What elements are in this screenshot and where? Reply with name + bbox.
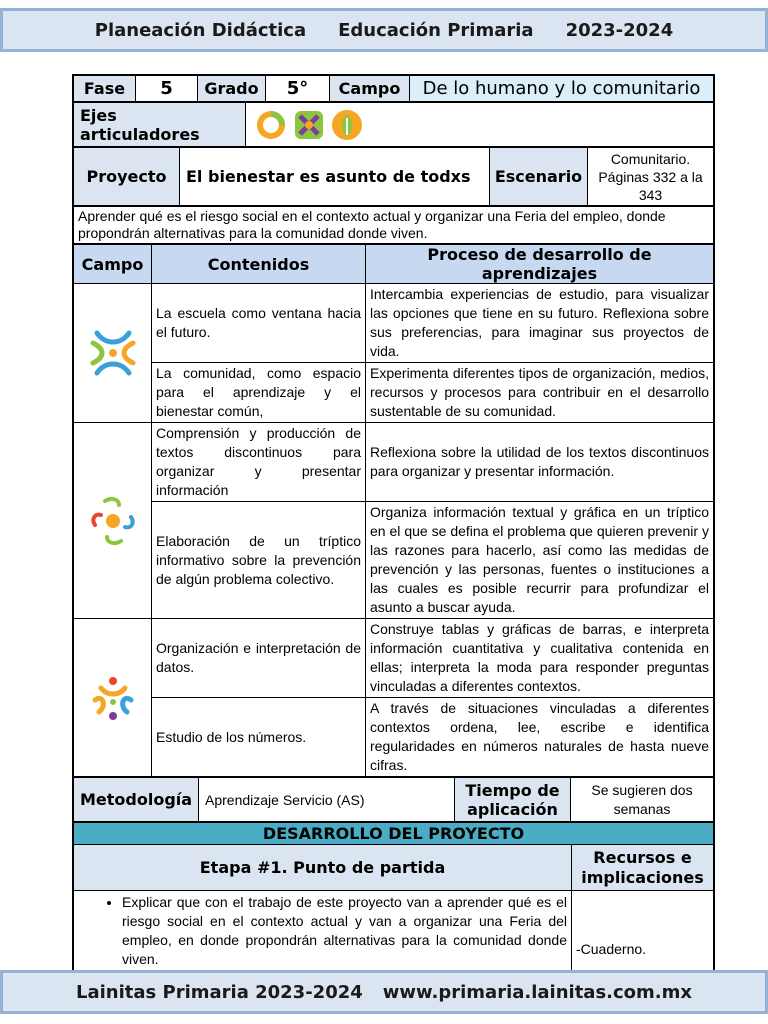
proyecto-label: Proyecto xyxy=(74,148,180,206)
description-row xyxy=(73,206,714,244)
proyecto-value: El bienestar es asunto de todxs xyxy=(180,148,490,206)
footer-banner xyxy=(0,970,768,1014)
grado-value: 5° xyxy=(266,76,330,102)
tiempo-label: Tiempo de aplicación xyxy=(455,778,571,822)
desarrollo-title: DESARROLLO DEL PROYECTO xyxy=(74,823,714,845)
contenido-cell: Comprensión y producción de textos discontinuos para organizar y presentar información xyxy=(152,423,366,502)
contenido-cell: Elaboración de un tríptico informativo sobre la prevención de algún problema colectivo. xyxy=(152,502,366,619)
school-year: 2023-2024 xyxy=(565,19,674,41)
critical-thinking-axis-icon xyxy=(330,108,364,142)
interculturality-axis-icon xyxy=(292,108,326,142)
grado-label: Grado xyxy=(198,76,266,102)
lenguajes-campo-icon xyxy=(89,495,137,547)
header-campo: Campo xyxy=(74,245,152,284)
project-description: Aprender qué es el riesgo social en el contexto actual y organizar una Feria del empleo, donde propondrán alternativas para la comunidad donde viven. xyxy=(74,207,714,244)
campo-icon-cell xyxy=(74,619,152,777)
proceso-cell: Construye tablas y gráficas de barras, e interpreta información cuantitativa y cualitativa contenida en ellas; interpreta la moda para responder preguntas vinculadas a diferentes contextos. xyxy=(366,619,714,698)
metodologia-label: Metodología xyxy=(74,778,199,822)
tiempo-value: Se sugieren dos semanas xyxy=(571,778,714,822)
proceso-cell: Reflexiona sobre la utilidad de los textos discontinuos para organizar y presentar información. xyxy=(366,423,714,502)
ejes-row xyxy=(73,102,714,147)
planning-sheet xyxy=(72,74,715,1002)
contents-table xyxy=(73,244,714,777)
proyecto-row xyxy=(73,147,714,206)
info-row xyxy=(73,75,714,102)
campo-icon-cell xyxy=(74,284,152,423)
education-level: Educación Primaria xyxy=(338,19,534,41)
ejes-icons xyxy=(246,103,714,147)
escenario-value: Comunitario. Páginas 332 a la 343 xyxy=(588,148,714,206)
etapa-title: Etapa #1. Punto de partida xyxy=(74,845,572,891)
metodologia-row xyxy=(73,777,714,822)
proceso-cell: Intercambia experiencias de estudio, para visualizar las opciones que tiene en su futuro. Reflexiona sobre sus preferencias, para imaginar sus proyectos de vida. xyxy=(366,284,714,363)
top-banner xyxy=(0,8,768,52)
escenario-label: Escenario xyxy=(490,148,588,206)
campo-label: Campo xyxy=(330,76,410,102)
inclusion-axis-icon xyxy=(254,108,288,142)
footer-brand: Lainitas Primaria 2023-2024 xyxy=(76,981,363,1003)
metodologia-value: Aprendizaje Servicio (AS) xyxy=(199,778,455,822)
contenido-cell: La comunidad, como espacio para el aprendizaje y el bienestar común, xyxy=(152,363,366,423)
contenido-cell: Organización e interpretación de datos. xyxy=(152,619,366,698)
header-proceso: Proceso de desarrollo de aprendizajes xyxy=(366,245,714,284)
proceso-cell: Experimenta diferentes tipos de organización, medios, recursos y procesos para contribuir en el desarrollo sustentable de su comunidad. xyxy=(366,363,714,423)
contenido-cell: Estudio de los números. xyxy=(152,698,366,777)
recurso-value: -Cuaderno. xyxy=(572,891,714,1001)
document-title: Planeación Didáctica xyxy=(94,19,307,41)
recursos-label: Recursos e implicaciones xyxy=(572,845,714,891)
footer-url[interactable]: www.primaria.lainitas.com.mx xyxy=(382,981,692,1003)
proceso-cell: Organiza información textual y gráfica en un tríptico en el que se defina el problema que quieren prevenir y las razones para hacerlo, así como las medidas de prevención y las personas, fuentes o instituciones a las cuales es posible recurrir para profundizar el asunto a buscar ayuda. xyxy=(366,502,714,619)
fase-label: Fase xyxy=(74,76,136,102)
activity-item: • Explicar que con el trabajo de este proyecto van a aprender qué es el riesgo social en el contexto actual y van a organizar una Feria del empleo, en donde propondrán alternativas para la comunidad donde viven. xyxy=(122,893,571,969)
etica-naturaleza-campo-icon xyxy=(87,327,139,379)
header-contenidos: Contenidos xyxy=(152,245,366,284)
fase-value: 5 xyxy=(136,76,198,102)
ejes-label: Ejes articuladores xyxy=(74,103,246,147)
contenido-cell: La escuela como ventana hacia el futuro. xyxy=(152,284,366,363)
proceso-cell: A través de situaciones vinculadas a diferentes contextos ordena, lee, escribe e identifica regularidades en números naturales de hasta nueve cifras. xyxy=(366,698,714,777)
campo-icon-cell xyxy=(74,423,152,619)
saberes-campo-icon xyxy=(87,672,139,724)
campo-value: De lo humano y lo comunitario xyxy=(410,76,714,102)
